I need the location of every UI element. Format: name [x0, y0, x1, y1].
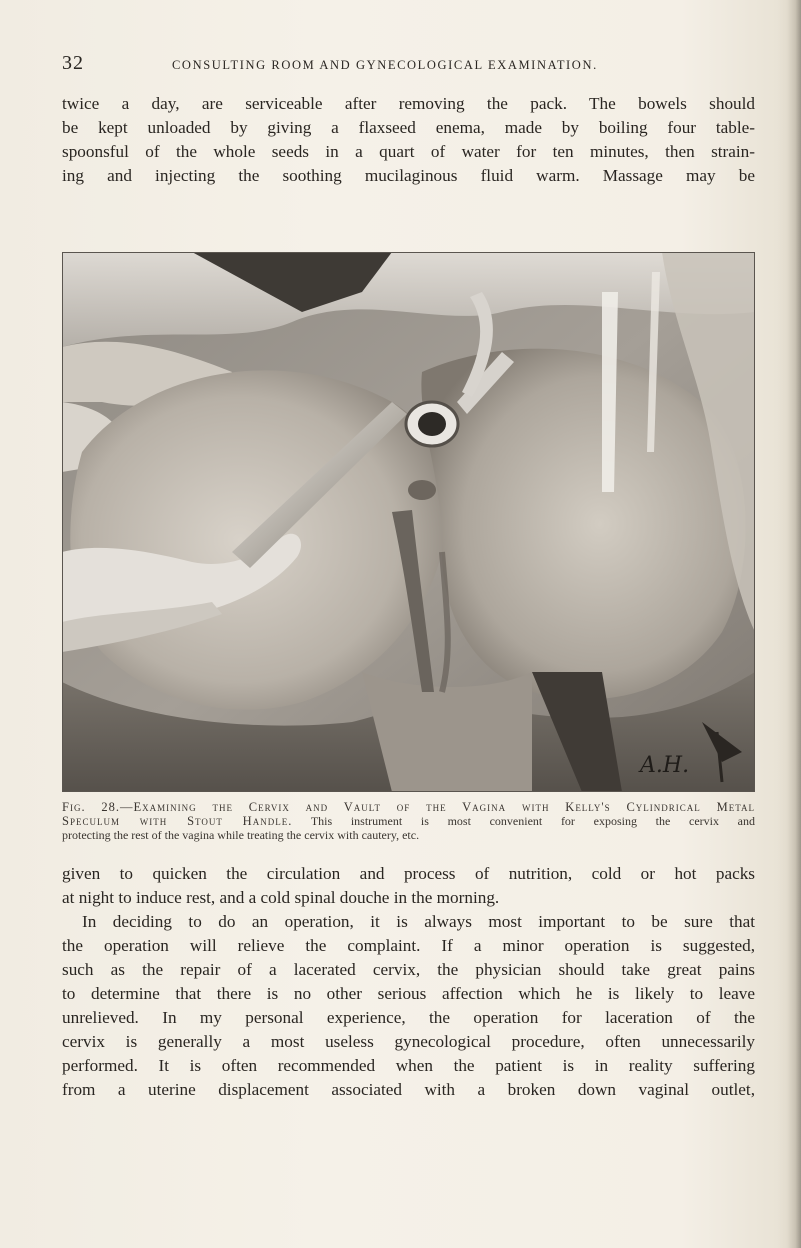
text-line: the operation will relieve the complaint. If a minor operation is suggested,	[62, 936, 755, 955]
examination-photo-illustration	[62, 252, 755, 792]
text-line: given to quicken the circulation and process of nutrition, cold or hot packs	[62, 864, 755, 883]
text-line: to determine that there is no other serious affection which he is likely to leave	[62, 984, 755, 1003]
page-edge-shadow	[787, 0, 801, 1248]
caption-line	[62, 814, 755, 828]
text-line: from a uterine displacement associated with a broken down vaginal outlet,	[62, 1080, 755, 1099]
top-paragraph	[62, 92, 755, 188]
caption-title-part-1: Fig. 28.—Examining the Cervix and Vault of the Vagina with Kelly's Cylindrical Metal	[62, 800, 755, 814]
text-line: cervix is generally a most useless gynecological procedure, often unnecessarily	[62, 1032, 755, 1051]
text-line: performed. It is often recommended when the patient is in reality suffering	[62, 1056, 755, 1075]
text-line: spoonsful of the whole seeds in a quart of water for ten minutes, then strain-	[62, 142, 755, 161]
figure-caption	[62, 800, 755, 842]
caption-line	[62, 800, 755, 814]
text-line: twice a day, are serviceable after removing the pack. The bowels should	[62, 94, 755, 113]
caption-line: protecting the rest of the vagina while treating the cervix with cautery, etc.	[62, 828, 420, 842]
caption-title-part-2: Speculum with Stout Handle.	[62, 814, 293, 828]
text-line: unrelieved. In my personal experience, the operation for laceration of the	[62, 1008, 755, 1027]
bottom-paragraph	[62, 862, 755, 1102]
page-number: 32	[62, 52, 84, 74]
caption-description: This instrument is most convenient for exposing the cervix and	[292, 814, 756, 828]
text-line: at night to induce rest, and a cold spinal douche in the morning.	[62, 888, 500, 907]
text-line: ing and injecting the soothing mucilaginous fluid warm. Massage may be	[62, 166, 755, 185]
svg-text:A.H.: A.H.	[640, 753, 690, 778]
text-line: such as the repair of a lacerated cervix, the physician should take great pains	[62, 960, 755, 979]
figure-photograph	[62, 252, 755, 792]
running-title: CONSULTING ROOM AND GYNECOLOGICAL EXAMINATION.	[172, 58, 598, 72]
text-line: In deciding to do an operation, it is always most important to be sure that	[82, 912, 755, 931]
running-head	[62, 52, 762, 76]
text-line: be kept unloaded by giving a flaxseed enema, made by boiling four table-	[62, 118, 755, 137]
